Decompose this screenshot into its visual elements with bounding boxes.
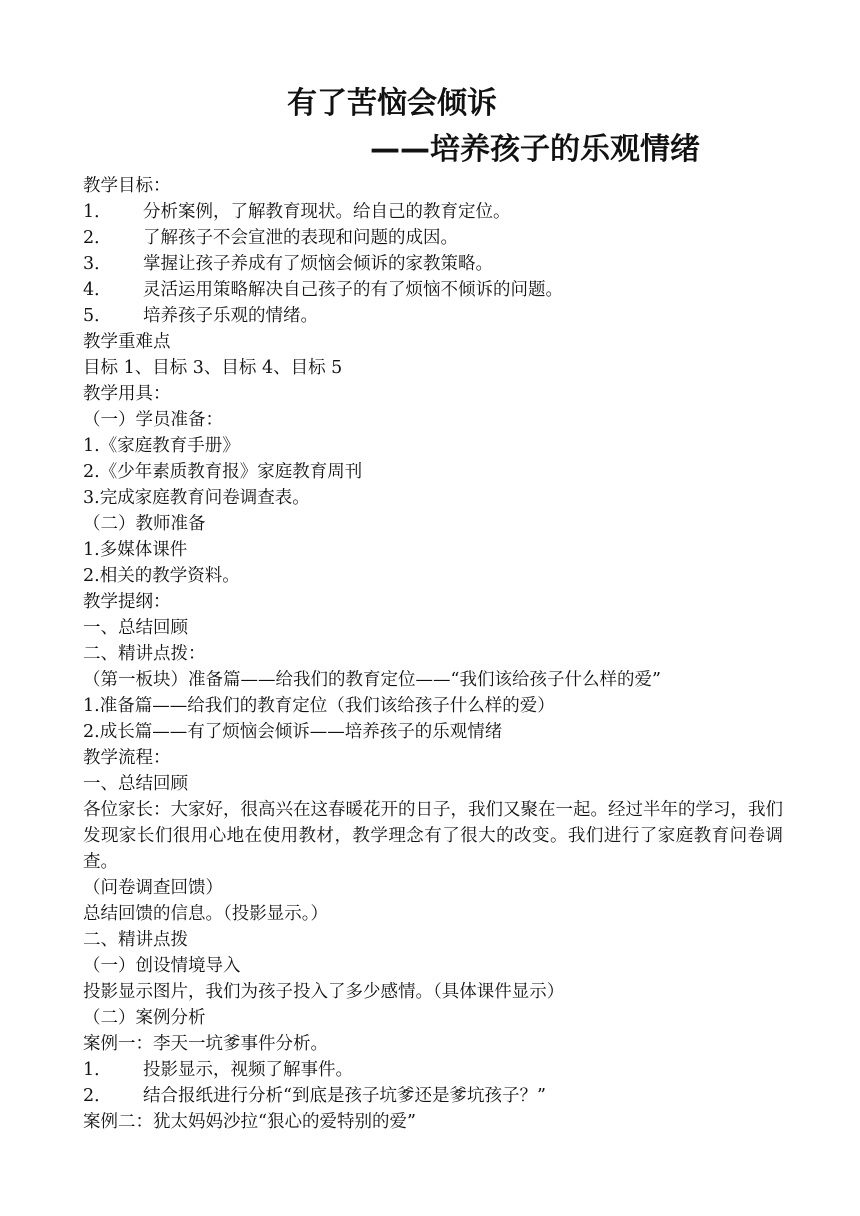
key-points-heading: 教学重难点 [83,332,171,352]
objective-text: 掌握让孩子养成有了烦恼会倾诉的家教策略。 [143,254,493,274]
teacher-prep-item: 2.相关的教学资料。 [83,566,240,586]
tools-heading: 教学用具： [83,384,171,404]
teacher-prep-heading: （二）教师准备 [83,514,206,534]
case-step-text: 结合报纸进行分析“到底是孩子坑爹还是爹坑孩子？” [143,1086,546,1106]
student-prep-heading: （一）学员准备： [83,410,223,430]
objective-text: 分析案例，了解教育现状。给自己的教育定位。 [143,202,511,222]
objective-number: 1． [83,202,112,222]
process-section-heading: 一、总结回顾 [83,774,188,794]
outline-item: 二、精讲点拨： [83,644,206,664]
case-step [83,1083,783,1109]
summary-text: 总结回馈的信息。（投影显示。） [83,904,328,924]
outline-item: 1.准备篇——给我们的教育定位（我们该给孩子什么样的爱） [83,696,555,716]
intro-paragraph: 各位家长：大家好，很高兴在这春暖花开的日子，我们又聚在一起。经过半年的学习，我们发现家长们很用心地在使用教材，教学理念有了很大的改变。我们进行了家庭教育问卷调查。 [83,800,783,872]
outline-item: 2.成长篇——有了烦恼会倾诉——培养孩子的乐观情绪 [83,722,503,742]
case-title: 案例二：犹太妈妈沙拉“狠心的爱特别的爱” [83,1112,416,1132]
objective-text: 灵活运用策略解决自己孩子的有了烦恼不倾诉的问题。 [143,280,563,300]
objective-text: 了解孩子不会宣泄的表现和问题的成因。 [143,228,458,248]
case-step-text: 投影显示，视频了解事件。 [143,1060,353,1080]
case-title: 案例一：李天一坑爹事件分析。 [83,1034,328,1054]
outline-item: （第一板块）准备篇——给我们的教育定位——“我们该给孩子什么样的爱” [83,670,661,690]
subsection-heading: （二）案例分析 [83,1008,206,1028]
objective-number: 3． [83,254,112,274]
outline-item: 一、总结回顾 [83,618,188,638]
objective-item [83,199,783,225]
outline-heading: 教学提纲： [83,592,171,612]
key-points-text: 目标 1、目标 3、目标 4、目标 5 [83,358,343,378]
survey-feedback: （问卷调查回馈） [83,878,223,898]
objective-item [83,225,783,251]
objective-item [83,251,783,277]
objective-number: 5． [83,306,112,326]
case-step-number: 2． [83,1086,112,1106]
student-prep-item: 2.《少年素质教育报》家庭教育周刊 [83,462,363,482]
objective-text: 培养孩子乐观的情绪。 [143,306,318,326]
case-step [83,1057,783,1083]
student-prep-item: 3.完成家庭教育问卷调查表。 [83,488,310,508]
objective-item [83,303,783,329]
objectives-heading: 教学目标： [83,176,171,196]
teacher-prep-item: 1.多媒体课件 [83,540,188,560]
objective-item [83,277,783,303]
objective-number: 2． [83,228,112,248]
case-step-number: 1． [83,1060,112,1080]
document-title: 有了苦恼会倾诉 [287,86,497,121]
objective-number: 4． [83,280,112,300]
process-section-heading: 二、精讲点拨 [83,930,188,950]
subsection-text: 投影显示图片，我们为孩子投入了多少感情。（具体课件显示） [83,982,565,1002]
document-subtitle: ——培养孩子的乐观情绪 [370,132,700,167]
student-prep-item: 1.《家庭教育手册》 [83,436,240,456]
subsection-heading: （一）创设情境导入 [83,956,241,976]
process-heading: 教学流程： [83,748,171,768]
document-body [83,173,783,1135]
